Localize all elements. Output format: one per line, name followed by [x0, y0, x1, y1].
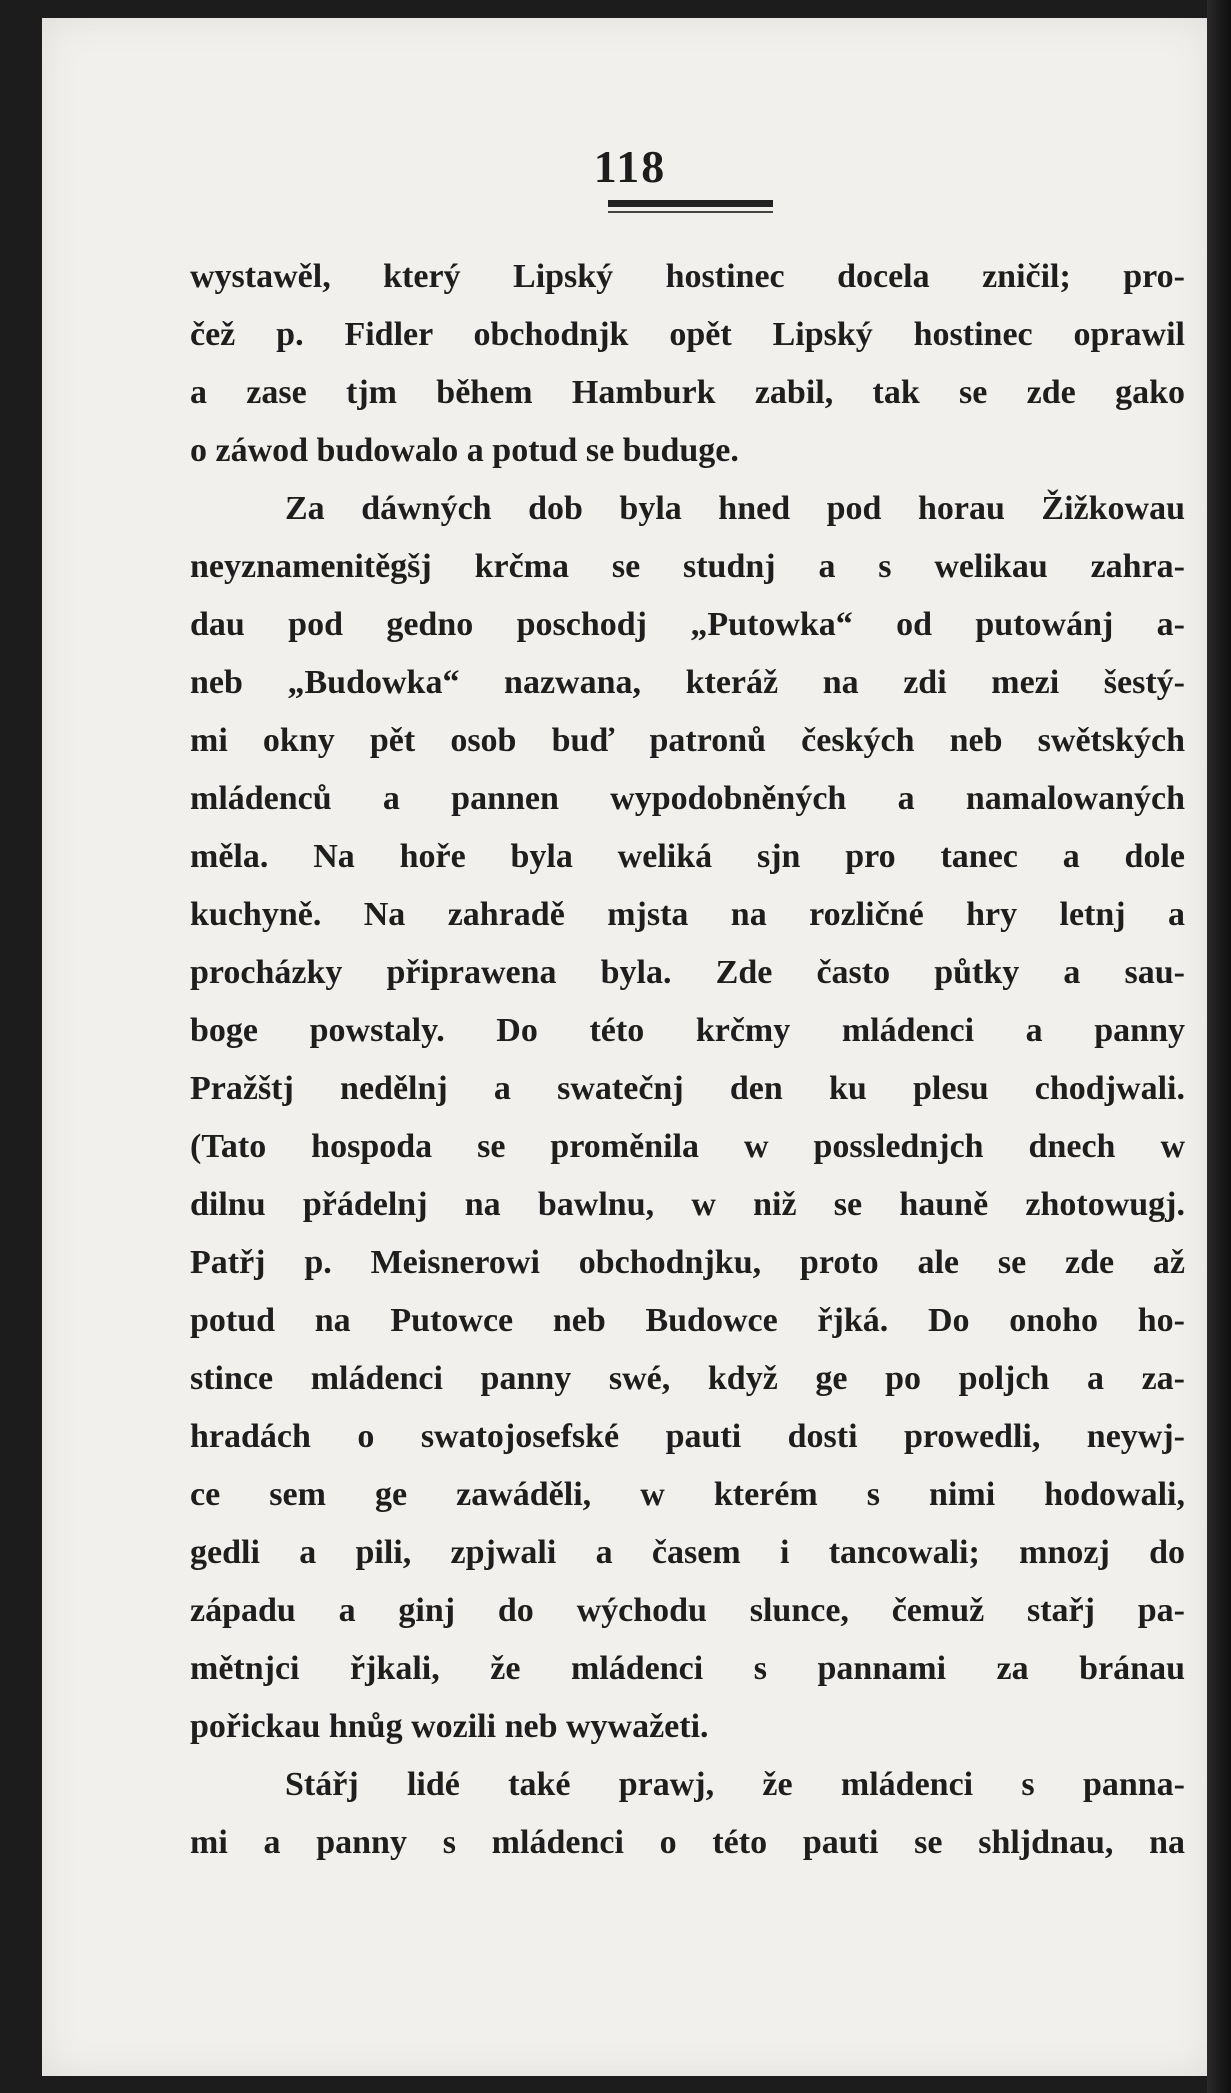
body-text — [190, 248, 1185, 1872]
text-line: neyznamenitěgšj krčma se studnj a s welikau zahra- — [190, 548, 1185, 585]
text-line: wystawěl, který Lipský hostinec docela zničil; pro- — [190, 258, 1185, 295]
text-line: pořickau hnůg wozili neb wywažeti. — [190, 1708, 709, 1745]
text-line: (Tato hospoda se proměnila w posslednjch dnech w — [190, 1128, 1185, 1165]
text-line: mládenců a pannen wypodobněných a namalowaných — [190, 780, 1185, 817]
page-edge-shadow — [1207, 0, 1231, 2093]
text-line: gedli a pili, zpjwali a časem i tancowali; mnozj do — [190, 1534, 1185, 1571]
text-line: kuchyně. Na zahradě mjsta na rozličné hry letnj a — [190, 896, 1185, 933]
text-line: ce sem ge zawáděli, w kterém s nimi hodowali, — [190, 1476, 1185, 1513]
text-line: Pražštj nedělnj a swatečnj den ku plesu chodjwali. — [190, 1070, 1185, 1107]
header-rule — [608, 200, 773, 207]
text-line: o záwod budowalo a potud se buduge. — [190, 432, 739, 469]
text-line: hradách o swatojosefské pauti dosti prowedli, neywj- — [190, 1418, 1185, 1455]
text-line: potud na Putowce neb Budowce řjká. Do onoho ho- — [190, 1302, 1185, 1339]
text-line: Stářj lidé také prawj, že mládenci s panna- — [285, 1766, 1185, 1803]
text-line: stince mládenci panny swé, když ge po poljch a za- — [190, 1360, 1185, 1397]
text-line: mi okny pět osob buď patronů českých neb swětských — [190, 722, 1185, 759]
text-line: boge powstaly. Do této krčmy mládenci a panny — [190, 1012, 1185, 1049]
text-line: Za dáwných dob byla hned pod horau Žižkowau — [285, 490, 1185, 527]
page-number: 118 — [593, 141, 667, 192]
text-line: měla. Na hoře byla weliká sjn pro tanec a dole — [190, 838, 1185, 875]
text-line: mětnjci řjkali, že mládenci s pannami za bránau — [190, 1650, 1185, 1687]
text-line: západu a ginj do wýchodu slunce, čemuž stařj pa- — [190, 1592, 1185, 1629]
text-line: procházky připrawena byla. Zde často půtky a sau- — [190, 954, 1185, 991]
text-line: dilnu přádelnj na bawlnu, w niž se hauně zhotowugj. — [190, 1186, 1185, 1223]
text-line: Patřj p. Meisnerowi obchodnjku, proto ale se zde až — [190, 1244, 1185, 1281]
text-line: čež p. Fidler obchodnjk opět Lipský hostinec oprawil — [190, 316, 1185, 353]
text-line: dau pod gedno poschodj „Putowka“ od putowánj a- — [190, 606, 1185, 643]
text-line: mi a panny s mládenci o této pauti se shljdnau, na — [190, 1824, 1185, 1861]
text-line: neb „Budowka“ nazwana, kteráž na zdi mezi šestý- — [190, 664, 1185, 701]
header-rule-thin — [608, 211, 773, 213]
text-line: a zase tjm během Hamburk zabil, tak se zde gako — [190, 374, 1185, 411]
